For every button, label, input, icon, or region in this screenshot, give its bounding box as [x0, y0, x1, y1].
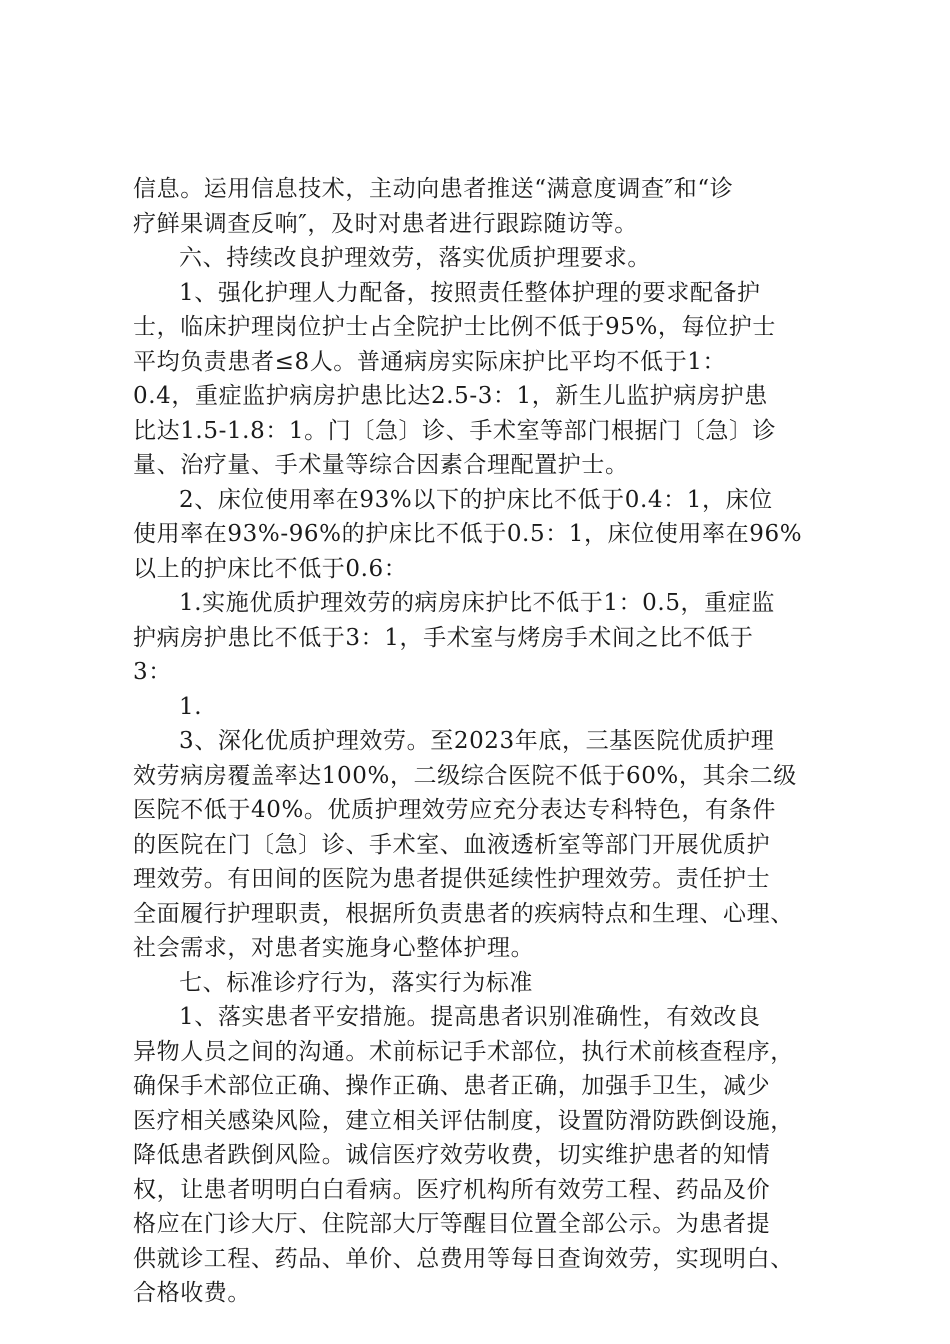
text-line: 1、强化护理人力配备，按照责任整体护理的要求配备护: [179, 279, 761, 306]
text-line: 格应在门诊大厅、住院部大厅等醒目位置全部公示。为患者提: [133, 1211, 771, 1237]
text-line: 1、落实患者平安措施。提高患者识别准确性，有效改良: [179, 1004, 761, 1030]
text-line: 异物人员之间的沟通。术前标记手术部位，执行术前核查程序，: [133, 1038, 794, 1065]
text-line: 合格收费。: [133, 1280, 251, 1306]
text-line: 平均负责患者≤8人。普通病房实际床护比平均不低于1：: [133, 348, 727, 375]
text-line: 的医院在门〔急〕诊、手术室、血液透析室等部门开展优质护: [133, 831, 771, 858]
text-line: 六、持续改良护理效劳，落实优质护理要求。: [179, 245, 651, 271]
text-line: 理效劳。有田间的医院为患者提供延续性护理效劳。责任护士: [133, 866, 771, 892]
text-line: 3、深化优质护理效劳。至2023年底，三基医院优质护理: [179, 728, 775, 754]
text-line: 士，临床护理岗位护士占全院护士比例不低于95%，每位护士: [133, 314, 776, 340]
text-line: 量、治疗量、手术量等综合因素合理配置护士。: [133, 452, 629, 478]
text-line: 医疗相关感染风险，建立相关评估制度，设置防滑防跌倒设施，: [133, 1107, 794, 1134]
text-line: 疗鲜果调查反响″，及时对患者进行跟踪随访等。: [133, 210, 638, 237]
text-line: 1.实施优质护理效劳的病房床护比不低于1：0.5，重症监: [179, 590, 775, 616]
text-line: 七、标准诊疗行为，落实行为标准: [179, 969, 533, 996]
text-line: 确保手术部位正确、操作正确、患者正确，加强手卫生，减少: [133, 1073, 771, 1099]
document-body: [133, 172, 833, 1311]
text-line: 比达1.5-1.8：1。门〔急〕诊、手术室等部门根据门〔急〕诊: [133, 417, 777, 444]
text-line: 0.4，重症监护病房护患比达2.5-3：1，新生儿监护病房护患: [133, 383, 768, 409]
text-line: 信息。运用信息技术，主动向患者推送“满意度调查″和“诊: [133, 176, 734, 202]
text-line: 效劳病房覆盖率达100%，二级综合医院不低于60%，其余二级: [133, 762, 797, 789]
text-line: 社会需求，对患者实施身心整体护理。: [133, 935, 535, 961]
text-line: 使用率在93%-96%的护床比不低于0.5：1，床位使用率在96%: [133, 521, 803, 547]
text-line: 医院不低于40%。优质护理效劳应充分表达专科特色，有条件: [133, 797, 776, 823]
text-line: 以上的护床比不低于0.6：: [133, 555, 408, 582]
text-line: 护病房护患比不低于3：1，手术室与烤房手术间之比不低于: [133, 624, 754, 651]
text-line: 权，让患者明明白白看病。医疗机构所有效劳工程、药品及价: [133, 1176, 771, 1203]
text-line: 降低患者跌倒风险。诚信医疗效劳收费，切实维护患者的知情: [133, 1142, 771, 1168]
text-line: 3：: [133, 659, 172, 685]
text-line: 全面履行护理职责，根据所负责患者的疾病特点和生理、心理、: [133, 900, 794, 927]
text-line: 2、床位使用率在93%以下的护床比不低于0.4：1，床位: [179, 486, 773, 513]
text-line: 1.: [179, 693, 203, 720]
text-line: 供就诊工程、药品、单价、总费用等每日查询效劳，实现明白、: [133, 1245, 794, 1272]
